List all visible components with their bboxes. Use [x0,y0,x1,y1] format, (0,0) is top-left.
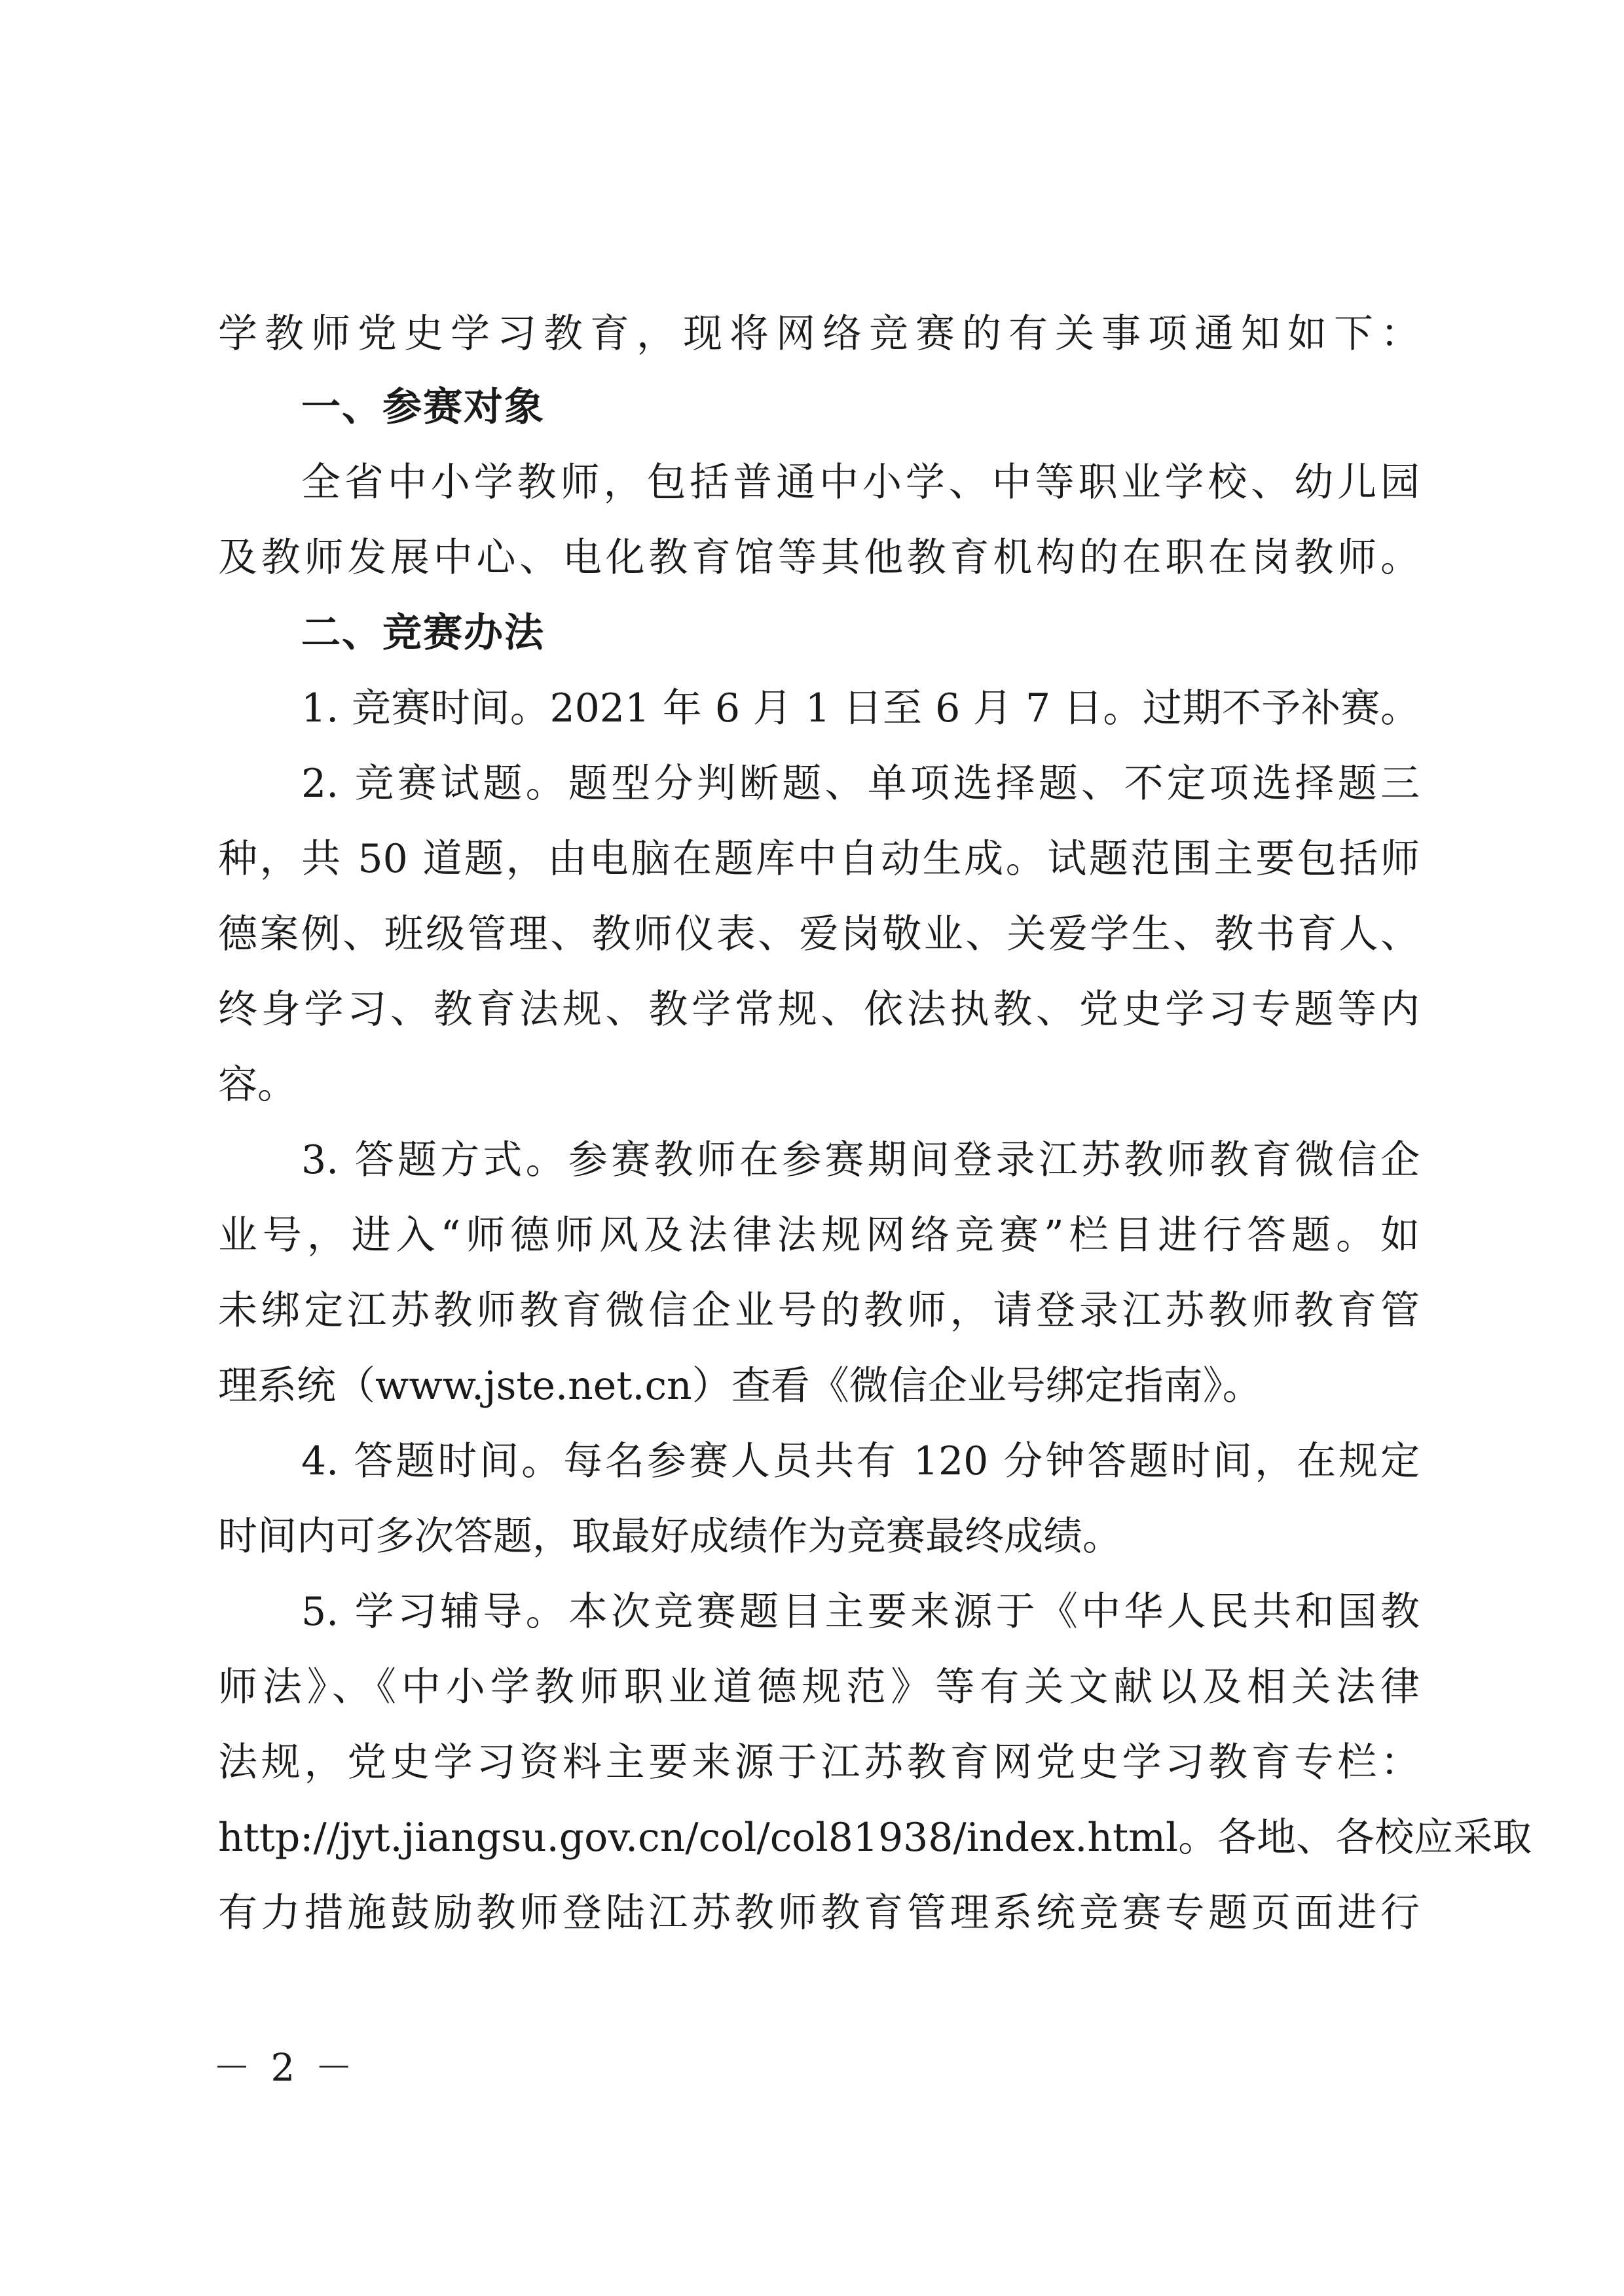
body-text-line: 德案例、班级管理、教师仪表、爱岗敬业、关爱学生、教书育人、 [218,911,1420,957]
party-history-column-url[interactable]: http://jyt.jiangsu.gov.cn/col/col81938/index.html [218,1815,1179,1861]
page-number: － 2 － [213,2045,357,2090]
body-text-line-with-url [218,1812,1532,1864]
list-item-study-guidance: 5. 学习辅导。本次竞赛题目主要来源于《中华人民共和国教 [301,1589,1420,1635]
list-item-competition-time: 1. 竞赛时间。2021 年 6 月 1 日至 6 月 7 日。过期不予补赛。 [301,685,1420,731]
body-text-line: 时间内可多次答题，取最好成绩作为竞赛最终成绩。 [218,1514,1122,1559]
body-text-line: 有力措施鼓励教师登陆江苏教师教育管理系统竞赛专题页面进行 [218,1890,1420,1936]
list-item-questions: 2. 竞赛试题。题型分判断题、单项选择题、不定项选择题三 [301,761,1420,807]
body-text-line: 未绑定江苏教师教育微信企业号的教师，请登录江苏教师教育管 [218,1288,1420,1334]
section-heading-methods: 二、竞赛办法 [301,610,545,656]
body-text-line: 容。 [218,1062,297,1108]
body-text-line: 学教师党史学习教育，现将网络竞赛的有关事项通知如下： [218,311,1420,357]
body-text-line: 理系统（www.jste.net.cn）查看《微信企业号绑定指南》。 [218,1363,1262,1409]
body-text-line: 法规，党史学习资料主要来源于江苏教育网党史学习教育专栏： [218,1740,1420,1785]
section-heading-participants: 一、参赛对象 [301,384,545,430]
body-text-fragment: 。各地、各校应采取 [1178,1815,1532,1861]
body-text-line: 师法》、《中小学教师职业道德规范》等有关文献以及相关法律 [218,1664,1420,1710]
body-text-line: 业号，进入“师德师风及法律法规网络竞赛”栏目进行答题。如 [218,1212,1420,1258]
body-text-line: 全省中小学教师，包括普通中小学、中等职业学校、幼儿园 [301,460,1420,505]
body-text-line: 种，共 50 道题，由电脑在题库中自动生成。试题范围主要包括师 [218,836,1420,882]
list-item-answer-method: 3. 答题方式。参赛教师在参赛期间登录江苏教师教育微信企 [301,1137,1420,1183]
list-item-answer-time: 4. 答题时间。每名参赛人员共有 120 分钟答题时间，在规定 [301,1438,1420,1484]
body-text-line: 及教师发展中心、电化教育馆等其他教育机构的在职在岗教师。 [218,535,1420,581]
body-text-line: 终身学习、教育法规、教学常规、依法执教、党史学习专题等内 [218,987,1420,1032]
